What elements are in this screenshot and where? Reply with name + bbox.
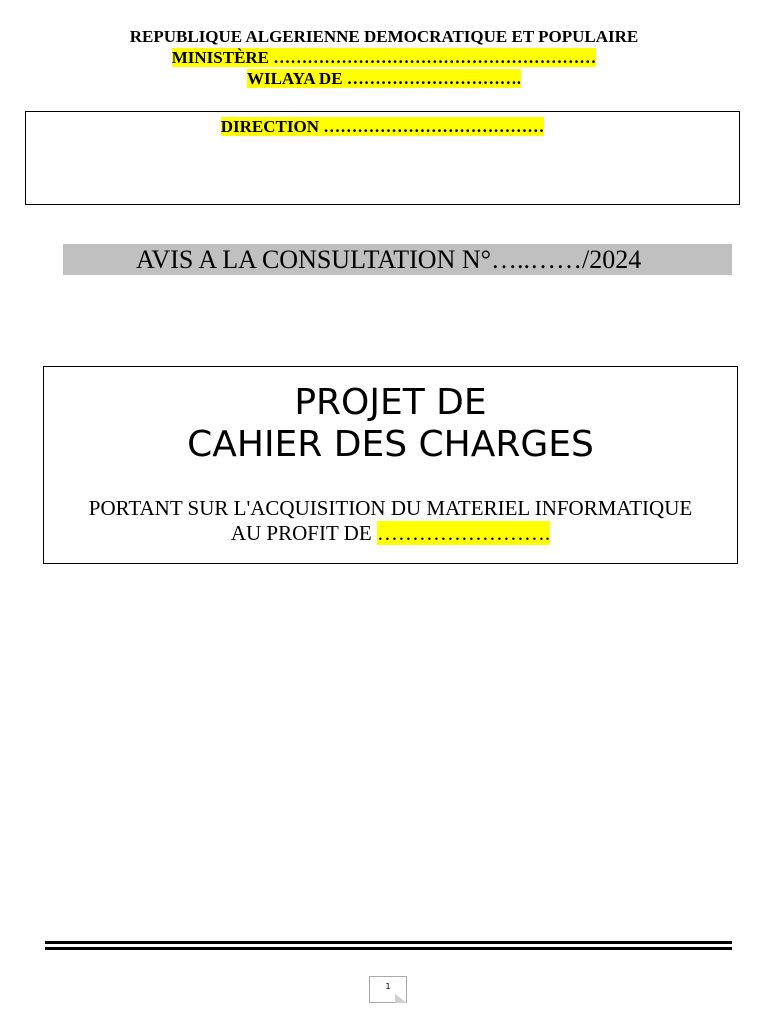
direction-box — [25, 111, 740, 205]
subtitle-line-2 — [44, 521, 737, 546]
footer-double-rule — [45, 941, 732, 950]
subtitle-line-1: PORTANT SUR L'ACQUISITION DU MATERIEL INFORMATIQUE — [88, 496, 693, 520]
header-ministere-text: MINISTÈRE ………………………………………………… — [171, 48, 597, 67]
avis-text: AVIS A LA CONSULTATION N°…..……/2024 — [136, 245, 642, 274]
page-fold-icon — [395, 994, 407, 1003]
header-republic — [0, 27, 768, 47]
header-wilaya-text: WILAYA DE …………………………. — [246, 69, 522, 88]
title-line-1: PROJET DE — [294, 382, 487, 423]
subtitle-blank: ……………………. — [376, 521, 551, 545]
direction-text: DIRECTION ………………………………… — [220, 117, 545, 136]
header-ministere — [0, 48, 768, 68]
subtitle-prefix: AU PROFIT DE — [230, 521, 377, 545]
direction-line — [26, 117, 739, 137]
title-box — [43, 366, 738, 564]
page-number-badge — [369, 976, 407, 1003]
avis-banner — [63, 244, 732, 275]
header-wilaya — [0, 69, 768, 89]
header-republic-text: REPUBLIQUE ALGERIENNE DEMOCRATIQUE ET POPULAIRE — [129, 27, 639, 46]
title-line-2: CAHIER DES CHARGES — [187, 424, 594, 465]
page-number: 1 — [385, 982, 391, 991]
